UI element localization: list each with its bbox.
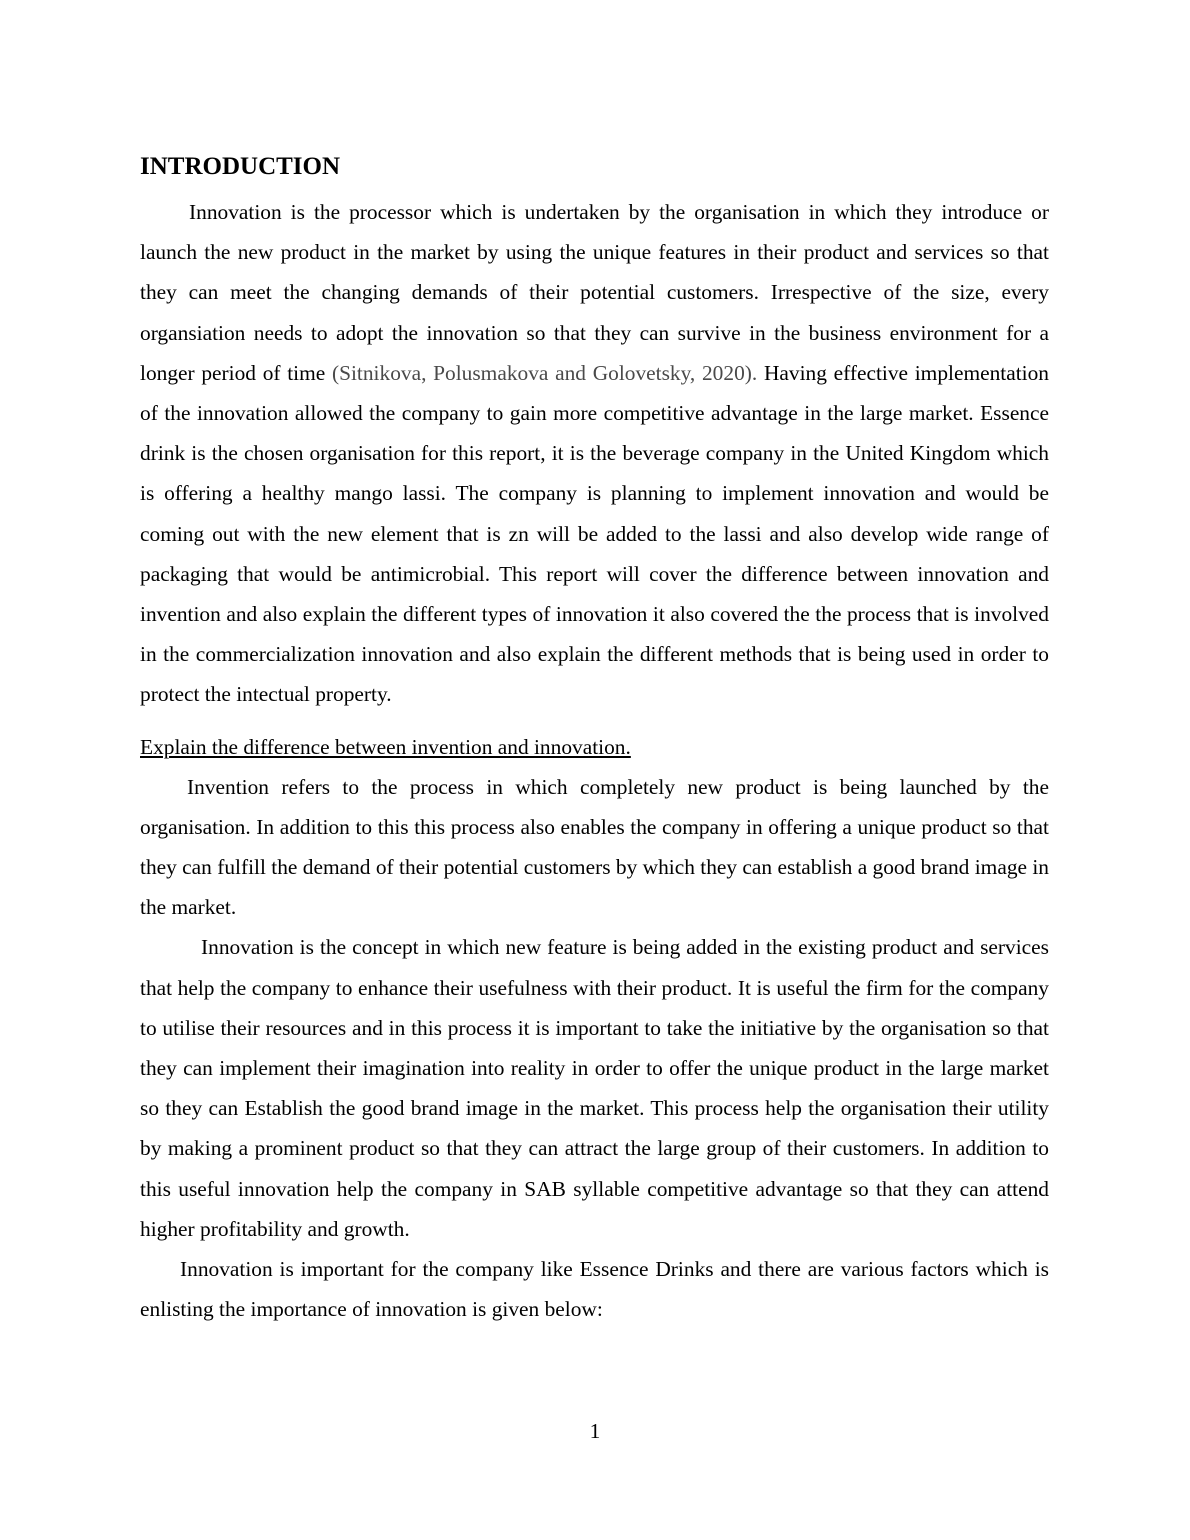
intro-text-part1: Innovation is the processor which is undertaken by the organisation in which they introduce or launch the new product in the market by using the unique features in their product and services so that they can meet the changing demands of their potential customers. Irrespective of the size, every organsiation needs to adopt the innovation so that they can survive in the business environment for a longer period of time (140, 200, 1049, 385)
section-heading: INTRODUCTION (140, 153, 341, 180)
paragraph-importance: Innovation is important for the company like Essence Drinks and there are various factors which is enlisting the importance of innovation is given below: (140, 1257, 1049, 1322)
paragraph-invention: Invention refers to the process in which completely new product is being launched by the organisation. In addition to this this process also enables the company in offering a unique product so that they can fulfill the demand of their potential customers by which they can establish a good brand image in the market. (140, 774, 1049, 920)
subheading: Explain the difference between invention and innovation. (140, 734, 631, 759)
paragraph-innovation: Innovation is the concept in which new feature is being added in the existing product and services that help the company to enhance their usefulness with their product. It is useful the firm for the company to utilise their resources and in this process it is important to take the initiative by the organisation so that they can implement their imagination into reality in order to offer the unique product in the large market so they can Establish the good brand image in the market. This process help the organisation their utility by making a prominent product so that they can attract the large group of their customers. In addition to this useful innovation help the company in SAB syllable competitive advantage so that they can attend higher profitability and growth. (140, 935, 1049, 1241)
intro-paragraph (140, 192, 1049, 715)
citation: (Sitnikova, Polusmakova and Golovetsky, 2020). (331, 360, 758, 385)
page-number: 1 (589, 1419, 601, 1443)
page-content (140, 150, 1049, 1329)
intro-text-part2: Having effective implementation of the innovation allowed the company to gain more competitive advantage in the large market. Essence drink is the chosen organisation for this report, it is the beverage company in the United Kingdom which is offering a healthy mango lassi. The company is planning to implement innovation and would be coming out with the new element that is zn will be added to the lassi and also develop wide range of packaging that would be antimicrobial. This report will cover the difference between innovation and invention and also explain the different types of innovation it also covered the the process that is involved in the commercialization innovation and also explain the different methods that is being used in order to protect the intectual property. (140, 360, 1049, 707)
